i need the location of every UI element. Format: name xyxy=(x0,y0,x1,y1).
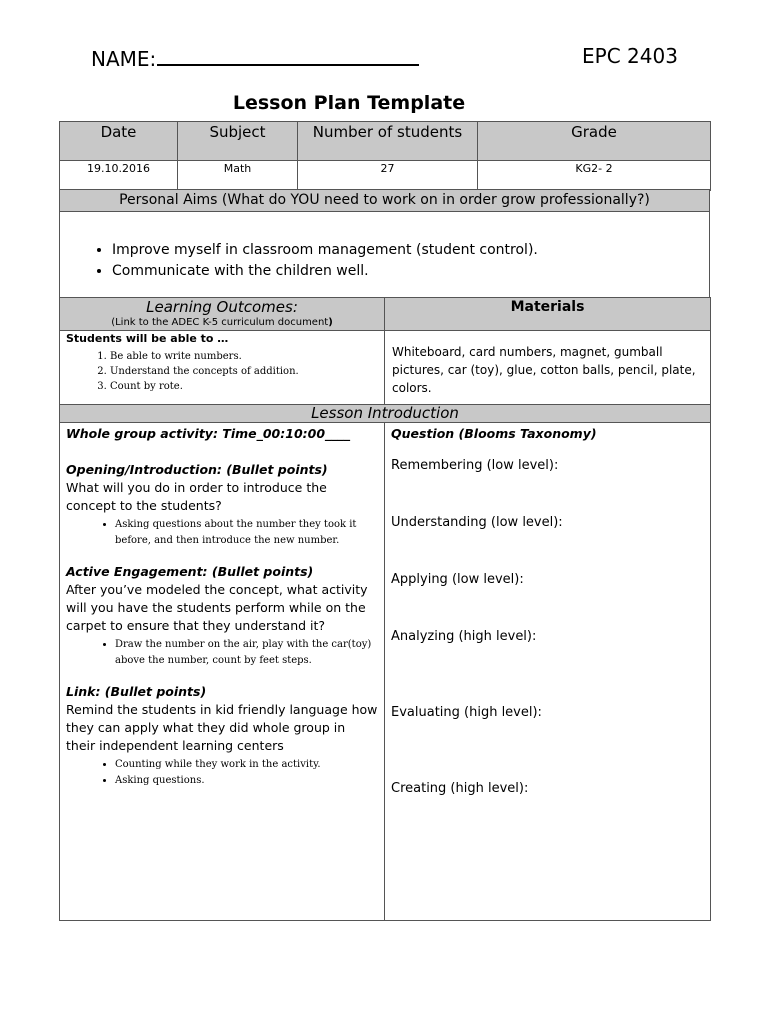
aim-item: • Improve myself in classroom management (student control). xyxy=(112,240,709,261)
question-evaluating: Evaluating (high level): xyxy=(391,705,542,720)
question-analyzing: Analyzing (high level): xyxy=(391,629,537,644)
active-item: • Draw the number on the air, play with the car(toy) above the number, count by feet steps. xyxy=(115,637,378,669)
name-blank-line xyxy=(157,44,419,66)
lesson-table xyxy=(59,297,711,921)
outcome-item: 3. Count by rote. xyxy=(110,379,384,394)
outcomes-intro: Students will be able to … xyxy=(66,332,229,345)
header-subject: Subject xyxy=(178,122,298,161)
page-title: Lesson Plan Template xyxy=(232,92,466,114)
question-creating: Creating (high level): xyxy=(391,781,529,796)
outcome-item: 2. Understand the concepts of addition. xyxy=(110,364,384,379)
learning-outcomes-body xyxy=(60,331,385,405)
lesson-introduction-header: Lesson Introduction xyxy=(60,405,711,423)
lesson-activities xyxy=(60,423,385,921)
link-title: Link: (Bullet points) xyxy=(66,684,207,699)
whole-group-activity: Whole group activity: Time_00:10:00____ xyxy=(66,426,351,441)
value-date: 19.10.2016 xyxy=(60,161,178,191)
link-item: • Asking questions. xyxy=(115,773,378,789)
personal-aims-header: Personal Aims (What do YOU need to work on in order grow professionally?) xyxy=(60,190,710,212)
curriculum-link-note: (Link to the ADEC K-5 curriculum document) xyxy=(111,317,333,328)
header-grade: Grade xyxy=(478,122,711,161)
info-table xyxy=(59,121,711,191)
materials-header: Materials xyxy=(385,298,711,331)
value-grade: KG2- 2 xyxy=(478,161,711,191)
question-applying: Applying (low level): xyxy=(391,572,524,587)
question-understanding: Understanding (low level): xyxy=(391,515,563,530)
personal-aims-body xyxy=(60,212,710,299)
learning-outcomes-header xyxy=(60,298,385,331)
materials-body: Whiteboard, card numbers, magnet, gumball pictures, car (toy), glue, cotton balls, pencil, plate, colors. xyxy=(385,331,711,405)
blooms-questions xyxy=(385,423,711,921)
name-label: NAME: xyxy=(91,44,419,71)
aim-item: • Communicate with the children well. xyxy=(112,261,709,282)
active-engagement-title: Active Engagement: (Bullet points) xyxy=(66,564,314,579)
link-prompt: Remind the students in kid friendly language how they can apply what they did whole group in their independent learning centers xyxy=(66,702,378,753)
question-remembering: Remembering (low level): xyxy=(391,458,559,473)
value-subject: Math xyxy=(178,161,298,191)
opening-item: • Asking questions about the number they took it before, and then introduce the new number. xyxy=(115,517,378,549)
active-engagement-prompt: After you’ve modeled the concept, what activity will you have the students perform while on the carpet to ensure that they understand it? xyxy=(66,582,368,633)
header-number-of-students: Number of students xyxy=(298,122,478,161)
blooms-title: Question (Blooms Taxonomy) xyxy=(391,426,597,441)
personal-aims-table xyxy=(59,189,710,299)
opening-prompt: What will you do in order to introduce the concept to the students? xyxy=(66,480,327,513)
course-code: EPC 2403 xyxy=(582,44,678,68)
header-date: Date xyxy=(60,122,178,161)
link-item: • Counting while they work in the activity. xyxy=(115,757,378,773)
value-number-of-students: 27 xyxy=(298,161,478,191)
opening-title: Opening/Introduction: (Bullet points) xyxy=(66,462,328,477)
learning-outcomes-title: Learning Outcomes: xyxy=(146,298,298,316)
outcome-item: 1. Be able to write numbers. xyxy=(110,349,384,364)
